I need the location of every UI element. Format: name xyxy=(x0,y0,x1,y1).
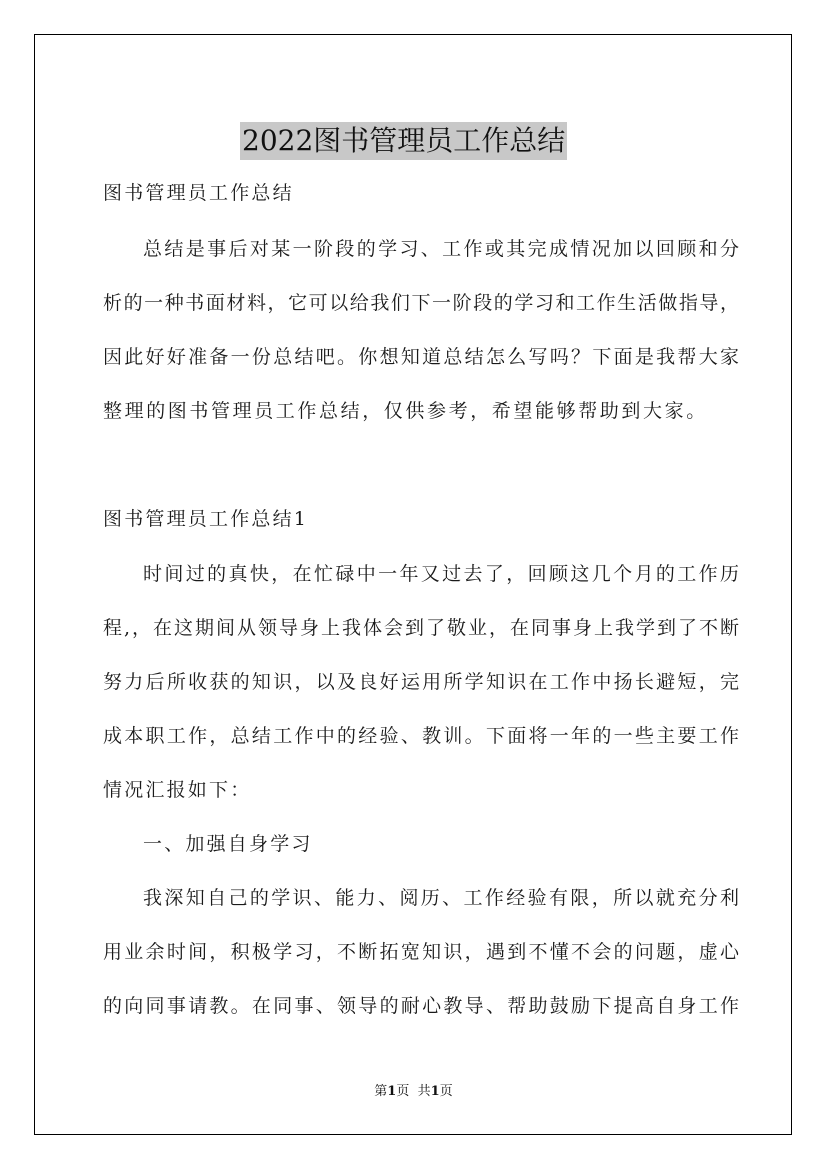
paragraph-line: 时间过的真快，在忙碌中一年又过去了，回顾这几个月的工作历 xyxy=(143,563,739,585)
subsection-heading: 一、加强自身学习 xyxy=(143,833,313,855)
paragraph-line: 成本职工作，总结工作中的经验、教训。下面将一年的一些主要工作 xyxy=(103,725,739,747)
paragraph-line: 努力后所收获的知识，以及良好运用所学知识在工作中扬长避短，完 xyxy=(103,671,739,693)
paragraph-line: 情况汇报如下： xyxy=(103,779,252,801)
paragraph-line: 总结是事后对某一阶段的学习、工作或其完成情况加以回顾和分 xyxy=(143,238,739,260)
document-title: 2022图书管理员工作总结 xyxy=(240,122,567,160)
paragraph-line: 的向同事请教。在同事、领导的耐心教导、帮助鼓励下提高自身工作 xyxy=(103,995,739,1017)
paragraph-line: 程,，在这期间从领导身上我体会到了敬业，在同事身上我学到了不断 xyxy=(103,617,739,639)
page-footer xyxy=(0,1084,827,1100)
total-pages: 1 xyxy=(430,1084,440,1099)
section-heading: 图书管理员工作总结1 xyxy=(103,508,309,530)
paragraph-line: 我深知自己的学识、能力、阅历、工作经验有限，所以就充分利 xyxy=(143,887,739,909)
page-prefix: 第 xyxy=(374,1084,388,1099)
paragraph-line: 整理的图书管理员工作总结，仅供参考，希望能够帮助到大家。 xyxy=(103,400,708,422)
paragraph-line: 因此好好准备一份总结吧。你想知道总结怎么写吗？下面是我帮大家 xyxy=(103,346,739,368)
section-heading: 图书管理员工作总结 xyxy=(103,182,294,204)
page-suffix: 页 xyxy=(396,1084,410,1099)
total-suffix: 页 xyxy=(439,1084,453,1099)
total-prefix: 共 xyxy=(417,1084,431,1099)
paragraph-line: 析的一种书面材料，它可以给我们下一阶段的学习和工作生活做指导， xyxy=(103,292,739,314)
paragraph-line: 用业余时间，积极学习，不断拓宽知识，遇到不懂不会的问题，虚心 xyxy=(103,941,739,963)
page-number: 1 xyxy=(387,1084,397,1099)
